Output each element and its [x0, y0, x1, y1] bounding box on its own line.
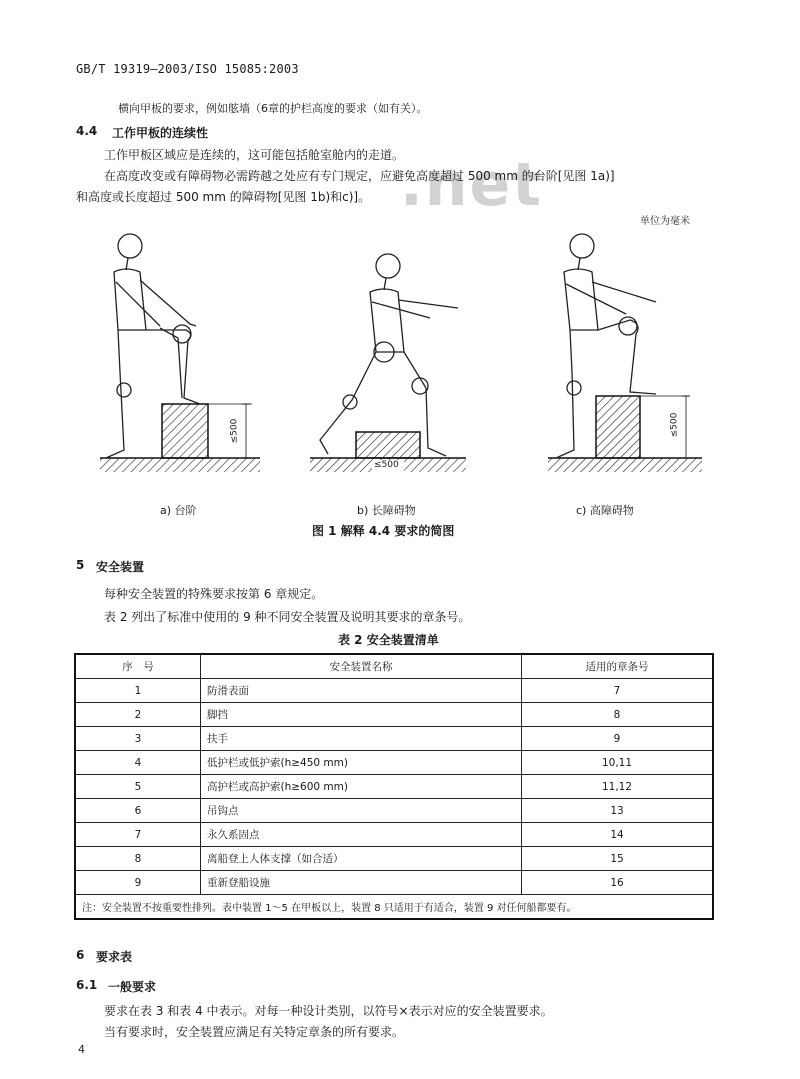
long-obstacle-block — [356, 432, 420, 458]
standard-number: GB/T 19319—2003/ISO 15085:2003 — [76, 62, 299, 76]
caption-1c: c) 高障碍物 — [576, 504, 634, 517]
high-obstacle-block — [596, 396, 640, 458]
step-block — [162, 404, 208, 458]
para-4-4-1: 工作甲板区域应是连续的，这可能包括舱室舱内的走道。 — [104, 148, 405, 162]
table-2 — [74, 653, 714, 920]
section-4-4-number: 4.4 — [76, 124, 98, 138]
dim-label-1c: ≤500 — [669, 412, 680, 438]
figure-1-caption: 图 1 解释 4.4 要求的简图 — [312, 524, 455, 538]
caption-1b: b) 长障碍物 — [357, 504, 416, 517]
col-header-no: 序 号 — [75, 654, 201, 679]
table-row: 9 重新登船设施 16 — [75, 871, 713, 895]
section-6-para-1: 要求在表 3 和表 4 中表示。对每一种设计类别，以符号×表示对应的安全装置要求。 — [104, 1004, 553, 1018]
table-note: 注：安全装置不按重要性排列。表中装置 1～5 在甲板以上，装置 8 只适用于有适合，装置 9 对任何船都要有。 — [75, 895, 713, 920]
body-line-1: 横向甲板的要求，例如舷墙（6章的护栏高度的要求（如有关）。 — [118, 102, 428, 115]
table-row: 4 低护栏或低护索(h≥450 mm) 10,11 — [75, 751, 713, 775]
section-5-para-2: 表 2 列出了标准中使用的 9 种不同安全装置及说明其要求的章条号。 — [104, 610, 471, 624]
table-row: 7 永久系固点 14 — [75, 823, 713, 847]
dim-label-1a: ≤500 — [229, 418, 240, 444]
ground-1c — [548, 458, 702, 472]
section-6-1-number: 6.1 — [76, 978, 98, 992]
table-note-row — [75, 895, 713, 920]
table-row: 2 脚挡 8 — [75, 703, 713, 727]
table-row: 6 吊钩点 13 — [75, 799, 713, 823]
section-5-number: 5 — [76, 558, 85, 572]
table-row: 8 离船登上人体支撑（如合适） 15 — [75, 847, 713, 871]
para-4-4-2b: 和高度或长度超过 500 mm 的障碍物[见图 1b)和c)]。 — [76, 190, 371, 204]
para-4-4-2a: 在高度改变或有障碍物必需跨越之处应有专门规定，应避免高度超过 500 mm 的台阶[见图 1a)] — [104, 169, 615, 183]
section-6-1-title: 一般要求 — [108, 980, 157, 994]
section-5-title: 安全装置 — [96, 560, 145, 574]
figure-1b — [310, 254, 466, 472]
section-4-4-title: 工作甲板的连续性 — [112, 126, 209, 140]
col-header-device: 安全装置名称 — [201, 654, 522, 679]
page-number: 4 — [78, 1043, 85, 1056]
dim-label-1b: ≤500 — [374, 460, 399, 470]
table-row: 3 扶手 9 — [75, 727, 713, 751]
ground-1a — [100, 458, 260, 472]
unit-note: 单位为毫米 — [640, 216, 690, 227]
watermark: .net — [400, 150, 543, 220]
table-header-row — [75, 654, 713, 679]
section-6-para-2: 当有要求时，安全装置应满足有关特定章条的所有要求。 — [104, 1025, 405, 1039]
col-header-clause: 适用的章条号 — [522, 654, 714, 679]
section-6-number: 6 — [76, 948, 85, 962]
table-2-title: 表 2 安全装置清单 — [338, 633, 439, 647]
caption-1a: a) 台阶 — [160, 504, 197, 517]
person-1b — [320, 254, 458, 456]
table-row: 1 防滑表面 7 — [75, 679, 713, 703]
table-row: 5 高护栏或高护索(h≥600 mm) 11,12 — [75, 775, 713, 799]
section-6-title: 要求表 — [96, 950, 133, 964]
section-5-para-1: 每种安全装置的特殊要求按第 6 章规定。 — [104, 587, 324, 601]
